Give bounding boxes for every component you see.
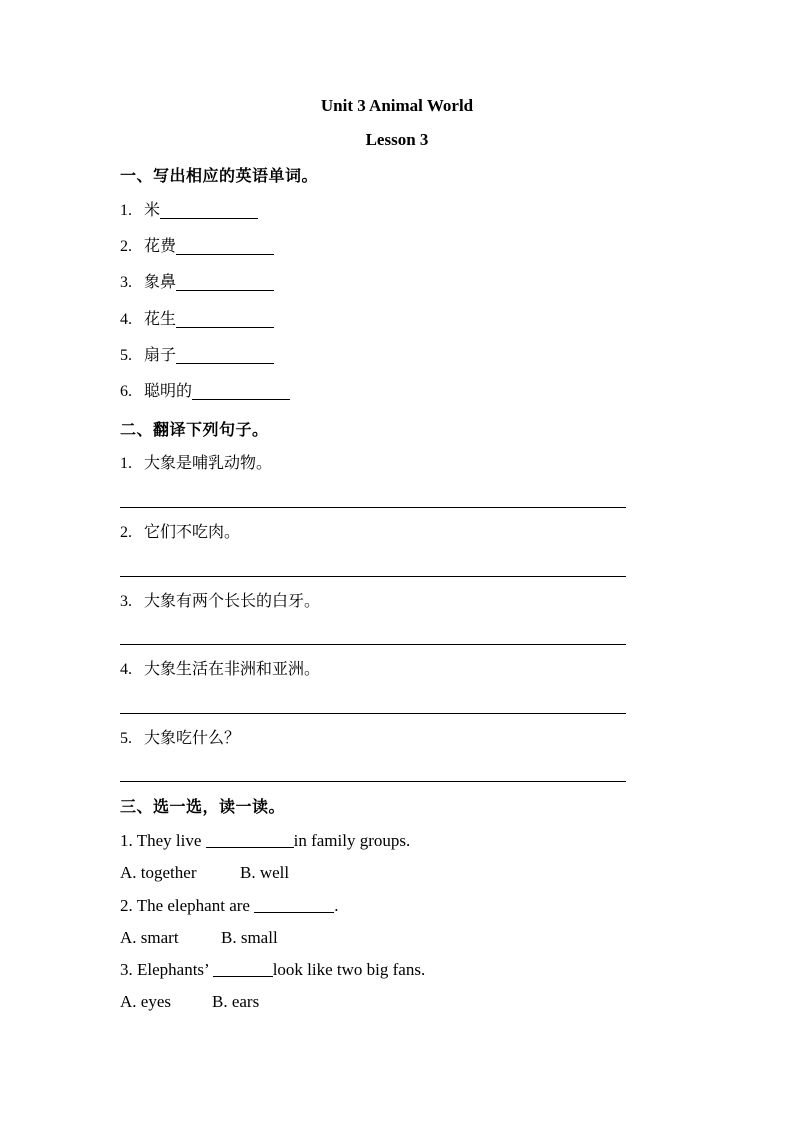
choice-question-1 (120, 830, 410, 852)
item-number: 6. (120, 383, 132, 400)
option-a: A. smart (120, 928, 179, 947)
item-number: 4. (120, 311, 132, 328)
item-number: 3. (120, 593, 132, 610)
item-text: 大象是哺乳动物。 (144, 453, 273, 472)
option-a: A. eyes (120, 992, 171, 1011)
question-text-before: 2. The elephant are (120, 896, 255, 915)
vocab-item-4 (120, 308, 274, 330)
option-b: B. small (221, 928, 278, 947)
item-text: 花生 (144, 309, 177, 328)
answer-line (120, 644, 626, 645)
question-text-after: look like two big fans. (272, 960, 426, 979)
item-text: 大象生活在非洲和亚洲。 (144, 659, 321, 678)
question-text-before: 3. Elephants’ (120, 960, 213, 979)
page-title: Unit 3 Animal World (320, 96, 474, 115)
item-text: 扇子 (144, 345, 177, 364)
section-3-heading: 三、选一选，读一读。 (120, 797, 286, 816)
item-text: 它们不吃肉。 (144, 522, 241, 541)
item-number: 2. (120, 238, 132, 255)
item-number: 4. (120, 661, 132, 678)
choice-question-3 (120, 959, 425, 981)
vocab-item-3 (120, 271, 274, 293)
item-text: 大象有两个长长的白牙。 (144, 591, 321, 610)
answer-line (120, 713, 626, 714)
item-text: 花费 (144, 236, 177, 255)
answer-blank (176, 238, 274, 255)
item-text: 大象吃什么？ (144, 728, 241, 747)
choice-question-2 (120, 895, 338, 917)
item-number: 2. (120, 524, 132, 541)
answer-blank (160, 202, 258, 219)
item-number: 3. (120, 274, 132, 291)
translate-item-3 (120, 590, 320, 612)
question-text-after: in family groups. (293, 831, 411, 850)
answer-blank (206, 831, 294, 848)
section-2-heading: 二、翻译下列句子。 (120, 420, 269, 439)
item-text: 聪明的 (144, 381, 193, 400)
choice-options-3 (120, 991, 259, 1013)
answer-line (120, 507, 626, 508)
item-text: 象鼻 (144, 272, 177, 291)
question-text-after: . (334, 896, 339, 915)
translate-item-4 (120, 658, 320, 680)
section-1-heading: 一、写出相应的英语单词。 (120, 166, 319, 185)
translate-item-1 (120, 452, 272, 474)
page-subtitle: Lesson 3 (365, 130, 429, 149)
vocab-item-6 (120, 380, 290, 402)
answer-blank (192, 383, 290, 400)
question-text-before: 1. They live (120, 831, 206, 850)
translate-item-2 (120, 521, 240, 543)
option-b: B. well (240, 863, 290, 882)
choice-options-1 (120, 862, 289, 884)
answer-blank (176, 347, 274, 364)
translate-item-5 (120, 727, 240, 749)
vocab-item-1 (120, 199, 258, 221)
choice-options-2 (120, 927, 278, 949)
answer-line (120, 781, 626, 782)
answer-blank (176, 311, 274, 328)
vocab-item-5 (120, 344, 274, 366)
vocab-item-2 (120, 235, 274, 257)
answer-blank (254, 896, 334, 913)
item-text: 米 (144, 200, 161, 219)
item-number: 1. (120, 202, 132, 219)
answer-line (120, 576, 626, 577)
answer-blank (176, 274, 274, 291)
option-a: A. together (120, 863, 197, 882)
item-number: 1. (120, 455, 132, 472)
item-number: 5. (120, 730, 132, 747)
answer-blank (213, 960, 273, 977)
option-b: B. ears (212, 992, 260, 1011)
item-number: 5. (120, 347, 132, 364)
